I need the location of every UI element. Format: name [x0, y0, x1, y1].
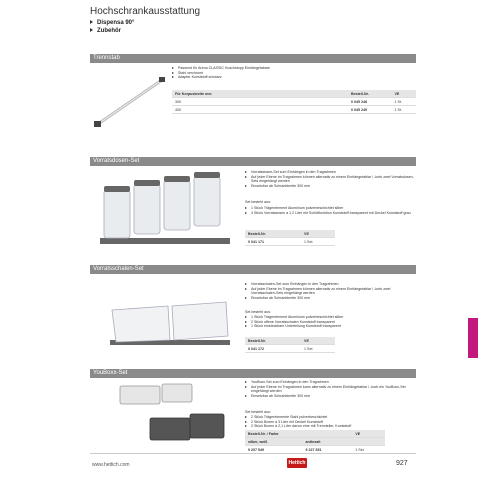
trennstab-image [90, 66, 170, 136]
table-row: 400 0 045 249 1 St. [172, 106, 416, 114]
vorratsschalen-image [90, 280, 240, 365]
page-title: Hochschrankausstattung [90, 6, 201, 17]
triangle-icon [90, 28, 93, 32]
canisters-illustration [90, 168, 240, 260]
boxes-illustration [90, 380, 245, 452]
footer-url[interactable]: www.hettich.com [92, 462, 130, 468]
vorratsdosen-features: Vorratsdosen-Set zum Einhängen in den Tragrahmen Auf jeder Ebene im Tragrahmen können alternativ zu einem Einhängetablar / -korb zwei Vorratsdosen-Sets eingehängt werden Einsetzbar ab Schrankbreite 300 mm [245, 170, 415, 188]
youboxx-features: YouBoxx-Set zum Einhängen in den Tragrahmen Auf jeder Ebene im Tragrahmen kann alternativ zu einem Einhängetablar / -korb ein YouBoxx-Set eingehängt werden Einsetzbar ab Schrankbreite 300 mm [245, 380, 415, 398]
rod-illustration [90, 66, 170, 136]
vorratsschalen-set-items: 1 Stück Trägerelement Aluminium pulverbeschichtet silber 2 Stück offene Vorratsschalen Kunststoff transparent 1 Stück einsteckbare Unterteilung Kunststoff transparent [245, 315, 415, 329]
set-label: Set besteht aus: [245, 410, 271, 414]
vorratsdosen-image [90, 168, 240, 260]
table-row: 0 041 172 1 Set [245, 345, 335, 353]
breadcrumb-2: Zubehör [90, 28, 121, 34]
vorratsschalen-table: Bestell-Nr. VE 0 041 172 1 Set [245, 337, 335, 353]
chapter-tab [468, 318, 478, 358]
trays-illustration [90, 280, 240, 365]
page-number: 927 [396, 460, 408, 467]
trennstab-table: Für Korpusbreite mm Bestell-Nr. VE 300 0 045 248 1 St. 400 0 045 249 1 St. [172, 90, 416, 114]
youboxx-table: Bestell-Nr. / Farbe VE silber, weiß anthrazit 9 207 549 9 227 651 1 Set [245, 430, 385, 454]
trennstab-features: Passend für Arena CLASSIC Kuschstopp Einhängetabare Stahl verchromt Adapter Kunststoff schwarz [172, 66, 412, 80]
breadcrumb-1: Dispensa 90° [90, 20, 134, 26]
section-youboxx-header: YouBoxx-Set [90, 369, 416, 378]
section-vorratsdosen-header: Vorratsdosen-Set [90, 157, 416, 166]
vorratsdosen-table: Bestell-Nr. VE 0 041 171 1 Set [245, 230, 335, 246]
set-label: Set besteht aus: [245, 310, 271, 314]
table-row: 9 207 549 9 227 651 1 Set [245, 446, 385, 454]
footer-divider [90, 453, 416, 454]
vorratsdosen-set-items: 1 Stück Trägerelement Aluminium pulverbeschichtet silber 4 Stück Vorratsdosen à 1,2 Liter mit Schüttfunktion Kunststoff transparent mit Deckel Kunststoff grau [245, 206, 415, 215]
triangle-icon [90, 20, 93, 24]
vorratsschalen-features: Vorratsschalen-Set zum Einhängen in den Tragrahmen Auf jeder Ebene im Tragrahmen können alternativ zu einem Einhängetablar / -korb zwei Vorratsschalen-Sets eingehängt werden Einsetzbar ab Schrankbreite 300 mm [245, 282, 415, 300]
section-vorratsschalen-header: Vorratsschalen-Set [90, 265, 416, 274]
hettich-logo: Hettich [288, 460, 306, 466]
set-label: Set besteht aus: [245, 200, 271, 204]
youboxx-set-items: 2 Stück Trägerelemente Stahl pulverbeschichtet 2 Stück Boxen à 3 Liter mit Deckel Kunststoff 2 Stück Boxen à 2,1 Liter davon eine mit Trennteiler, Kunststoff [245, 415, 415, 429]
table-row: 300 0 045 248 1 St. [172, 98, 416, 106]
section-trennstab-header: Trennstab [90, 54, 416, 63]
youboxx-image [90, 380, 245, 452]
table-row: 0 041 171 1 Set [245, 238, 335, 246]
